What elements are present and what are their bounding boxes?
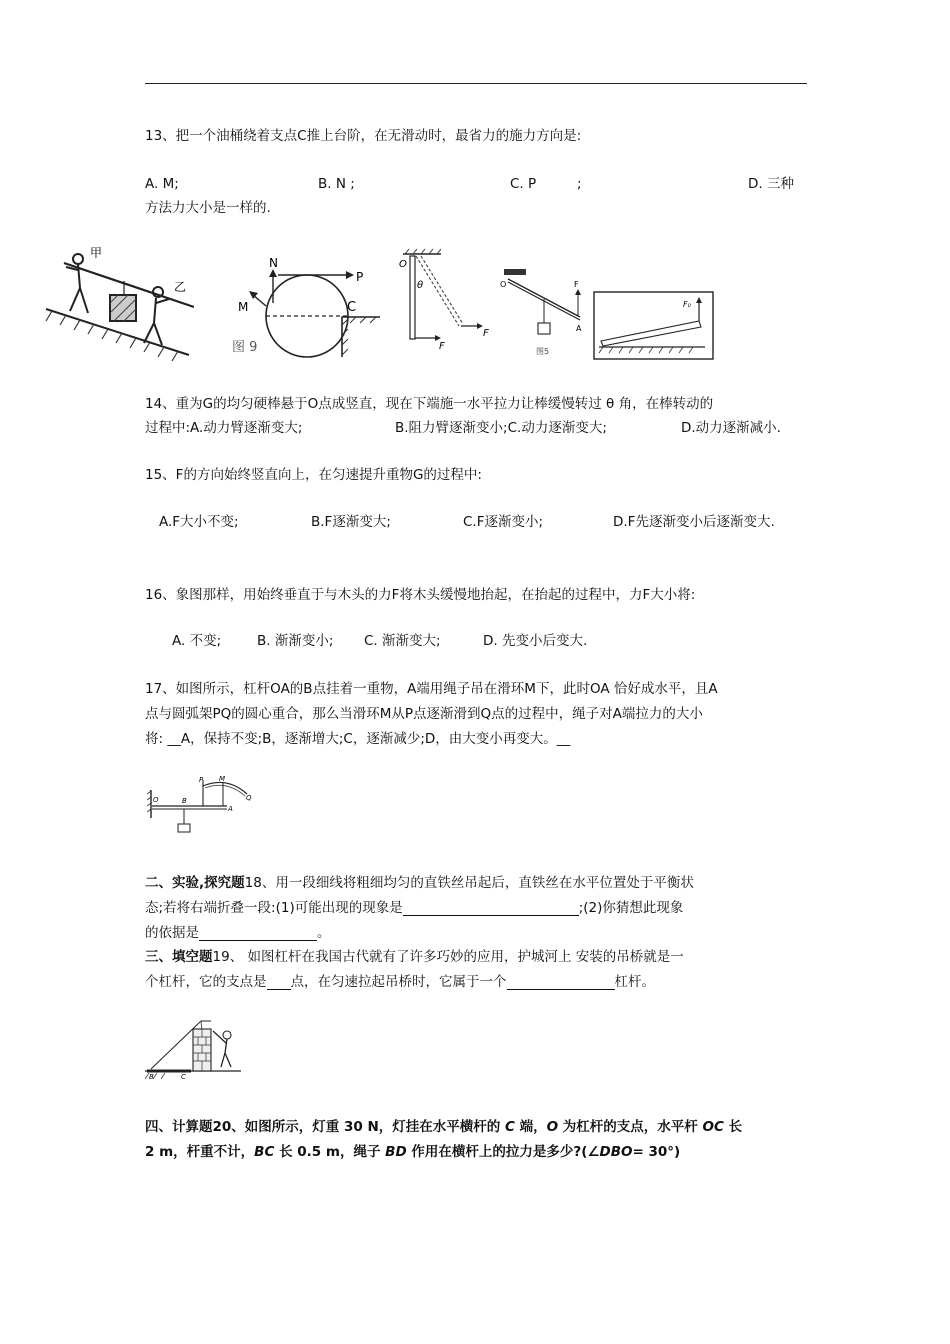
q18-line-3 [145,925,331,941]
q14-line-2-c: D.动力逐渐减小. [681,420,781,436]
q20-text-2d: = 30°) [632,1144,681,1160]
q14-line-1: 14、重为G的均匀硬棒悬于O点成竖直，现在下端施一水平拉力让棒缓慢转过 θ 角，在棒转动的 [145,396,714,412]
label-yi: 乙 [174,280,187,294]
figure-wood-lift [593,291,715,361]
q17-line-2: 点与圆弧架PQ的圆心重合，那么当滑环M从P点逐渐滑到Q点的过程中，绳子对A端拉力的大小 [145,706,703,722]
q18-line-3-a: 的依据是 [145,925,199,941]
q20-line-2 [145,1144,680,1160]
q13-option-c: C. P [510,176,537,192]
q16-option-d: D. 先变小后变大. [483,633,588,649]
label-o: O [399,259,407,270]
label-p: P [356,270,364,284]
q19-answer-2-blank[interactable] [507,975,615,990]
q20-var-c: C [504,1119,515,1135]
q20-text-1e: 长 [723,1119,743,1135]
q14-line-2-a: 过程中:A.动力臂逐渐变大; [145,420,303,436]
q20-var-bd: BD [385,1144,407,1160]
q18-line-2 [145,900,683,916]
q17-label-b: B [182,797,187,805]
figure-carrying-box [44,243,194,365]
figure-9-barrel [230,255,385,360]
q20-text-1d: 为杠杆的支点，水平杆 [558,1119,703,1135]
q19-label-c: C [181,1073,186,1081]
q19-label-b: B [149,1073,154,1081]
q15-stem: 15、F的方向始终竖直向上，在匀速提升重物G的过程中: [145,467,482,483]
q19-line-1-text: 19、 如图杠杆在我国古代就有了许多巧妙的应用，护城河上 安装的吊桥就是一 [212,949,684,965]
section-2-heading: 二、实验,探究题 [145,875,245,891]
q15-option-d: D.F先逐渐变小后逐渐变大. [613,514,775,530]
q17-label-m: M [219,775,226,783]
q18-line-3-b: 。 [317,925,331,941]
q15-option-b: B.F逐渐变大; [311,514,391,530]
q18-line-1 [145,875,694,891]
q17-label-a: A [228,805,233,813]
q20-var-oc: OC [702,1119,724,1135]
q18-answer-1-blank[interactable] [403,901,579,916]
q17-label-q: Q [246,794,252,802]
q14-line-2-b: B.阻力臂逐渐变小;C.动力逐渐变大; [395,420,607,436]
figure-q19-drawbridge [143,1017,243,1081]
q20-text-2a: 2 m，杆重不计， [145,1144,255,1160]
label-n: N [269,256,278,270]
q20-text-2b: 长 0.5 m，绳子 [274,1144,386,1160]
q20-text-2c: 作用在横杆上的拉力是多少?(∠ [406,1144,600,1160]
q19-line-2-a: 个杠杆，它的支点是 [145,974,267,990]
label-fa: F₀ [683,300,691,309]
q19-line-2-c: 杠杆。 [614,974,655,990]
q18-line-1-text: 18、用一段细线将粗细均匀的直铁丝吊起后，直铁丝在水平位置处于平衡状 [244,875,694,891]
label-f-5: F [574,280,579,289]
q15-option-c: C.F逐渐变小; [463,514,544,530]
q13-option-d: D. 三种 [748,176,794,192]
figure-5-caption: 图5 [536,347,550,356]
q16-option-b: B. 渐渐变小; [257,633,334,649]
section-3-heading: 三、填空题 [145,949,213,965]
q16-option-c: C. 渐渐变大; [364,633,441,649]
q15-option-a: A.F大小不变; [159,514,239,530]
label-jia: 甲 [90,246,103,260]
label-m: M [238,300,249,314]
q20-var-bc: BC [254,1144,275,1160]
label-o-5: O [500,280,507,289]
q19-line-2 [145,974,655,990]
q20-var-o: O [546,1119,559,1135]
q20-text-1b: 端， [514,1119,547,1135]
q13-stem: 13、把一个油桶绕着支点C推上台阶，在无滑动时，最省力的施力方向是: [145,128,582,144]
q17-line-1: 17、如图所示，杠杆OA的B点挂着一重物，A端用绳子吊在滑环M下，此时OA 恰好成水平，且A [145,681,718,697]
q20-line-1 [145,1119,742,1135]
label-f-2: F [483,328,489,339]
label-a-5: A [576,324,582,333]
figure-5-lever [500,265,592,360]
header-rule [145,83,807,84]
label-c: C [347,300,357,315]
section-4-heading: 四、计算题 [145,1119,213,1135]
figure-9-caption: 图 9 [232,340,258,355]
q18-line-2-b: ;(2)你猜想此现象 [578,900,684,916]
q16-option-a: A. 不变; [172,633,222,649]
figure-q17-lever [147,774,257,834]
q20-var-dbo: DBO [599,1144,633,1160]
q13-option-c-sep: ; [577,176,582,192]
q17-line-3: 将: __A，保持不变;B，逐渐增大;C，逐渐减少;D，由大变小再变大。__ [145,731,571,747]
q18-answer-2-blank[interactable] [199,926,317,941]
q20-text-1a: 20、如图所示，灯重 30 N，灯挂在水平横杆的 [212,1119,505,1135]
q19-line-2-b: 点，在匀速拉起吊桥时，它属于一个 [290,974,507,990]
q13-option-b: B. N ; [318,176,355,192]
label-theta: θ [417,280,424,291]
q19-answer-1-blank[interactable] [267,975,291,990]
label-f-1: F [439,341,445,352]
q16-stem: 16、象图那样，用始终垂直于与木头的力F将木头缓慢地抬起，在抬起的过程中，力F大小将: [145,587,696,603]
figure-hanging-rod [395,248,500,353]
q13-option-d-cont: 方法力大小是一样的. [145,200,271,216]
q13-option-a: A. M; [145,176,179,192]
q17-label-o: O [153,796,159,804]
q18-line-2-a: 态;若将右端折叠一段:(1)可能出现的现象是 [145,900,403,916]
q19-line-1 [145,949,684,965]
q17-label-p: P [199,776,204,784]
